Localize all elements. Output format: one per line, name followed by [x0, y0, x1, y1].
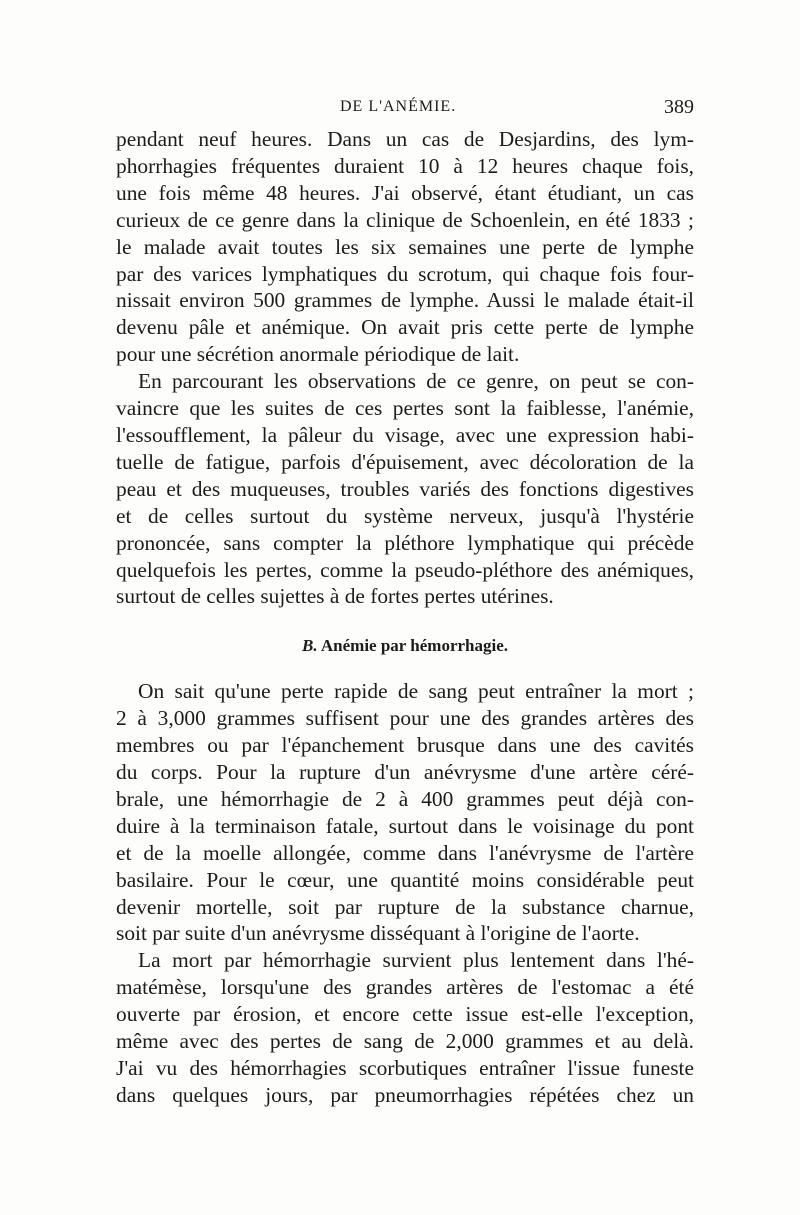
- text-line: quelquefois les pertes, comme la pseudo-pléthore des anémiques,: [116, 557, 694, 582]
- text-line: matémèse, lorsqu'une des grandes artères de l'estomac a été: [116, 975, 694, 1000]
- text-line: par des varices lymphatiques du scrotum, qui chaque fois four-: [116, 261, 694, 286]
- text-line: phorrhagies fréquentes duraient 10 à 12 heures chaque fois,: [116, 153, 694, 178]
- text-line: peau et des muqueuses, troubles variés des fonctions digestives: [116, 476, 694, 501]
- text-line: curieux de ce genre dans la clinique de Schoenlein, en été 1833 ;: [116, 207, 694, 232]
- text-line: devenu pâle et anémique. On avait pris cette perte de lymphe: [116, 315, 694, 340]
- text-line: vaincre que les suites de ces pertes sont la faiblesse, l'anémie,: [116, 396, 694, 421]
- text-line: nissait environ 500 grammes de lymphe. Aussi le malade était-il: [116, 288, 694, 313]
- running-title: DE L'ANÉMIE.: [340, 98, 457, 115]
- text-line: On sait qu'une perte rapide de sang peut entraîner la mort ;: [138, 679, 694, 704]
- book-page: [116, 96, 694, 1109]
- section-letter: B.: [301, 636, 318, 656]
- text-line: devenir mortelle, soit par rupture de la substance charnue,: [116, 894, 694, 919]
- text-line: dans quelques jours, par pneumorrhagies répétées chez un: [116, 1082, 694, 1107]
- section-heading: [116, 636, 694, 656]
- text-line: tuelle de fatigue, parfois d'épuisement, avec décoloration de la: [116, 449, 694, 474]
- text-line: 2 à 3,000 grammes suffisent pour une des grandes artères des: [116, 706, 694, 731]
- paragraph-continued: [116, 126, 694, 368]
- text-line: du corps. Pour la rupture d'un anévrysme d'une artère céré-: [116, 760, 694, 785]
- page-number: 389: [664, 96, 694, 118]
- paragraph-slow-death: [116, 947, 694, 1108]
- text-line: surtout de celles sujettes à de fortes pertes utérines.: [116, 584, 554, 609]
- text-line: pendant neuf heures. Dans un cas de Desjardins, des lym-: [116, 127, 694, 151]
- text-line: J'ai vu des hémorrhagies scorbutiques entraîner l'issue funeste: [116, 1056, 694, 1080]
- paragraph-observations: [116, 368, 694, 610]
- text-line: La mort par hémorrhagie survient plus lentement dans l'hé-: [138, 948, 694, 973]
- text-line: prononcée, sans compter la pléthore lymphatique qui précède: [116, 530, 694, 555]
- section-title: Anémie par hémorrhagie.: [320, 636, 509, 656]
- body-text: [116, 126, 694, 1109]
- text-line: même avec des pertes de sang de 2,000 grammes et au delà.: [116, 1029, 694, 1054]
- text-line: basilaire. Pour le cœur, une quantité moins considérable peut: [116, 867, 694, 892]
- text-line: brale, une hémorrhagie de 2 à 400 grammes peut déjà con-: [116, 786, 694, 811]
- text-line: pour une sécrétion anormale périodique de lait.: [116, 342, 520, 367]
- text-line: ouverte par érosion, et encore cette issue est-elle l'exception,: [116, 1002, 694, 1027]
- text-line: le malade avait toutes les six semaines une perte de lymphe: [116, 234, 694, 259]
- text-line: l'essoufflement, la pâleur du visage, avec une expression habi-: [116, 422, 694, 447]
- text-line: et de celles surtout du système nerveux, jusqu'à l'hystérie: [116, 503, 694, 528]
- text-line: duire à la terminaison fatale, surtout dans le voisinage du pont: [116, 813, 694, 838]
- text-line: soit par suite d'un anévrysme disséquant à l'origine de l'aorte.: [116, 921, 640, 946]
- text-line: membres ou par l'épanchement brusque dans une des cavités: [116, 733, 694, 758]
- text-line: En parcourant les observations de ce genre, on peut se con-: [138, 369, 694, 394]
- running-head: [116, 96, 694, 122]
- text-line: et de la moelle allongée, comme dans l'anévrysme de l'artère: [116, 840, 694, 865]
- paragraph-rapid-loss: [116, 678, 694, 947]
- text-line: une fois même 48 heures. J'ai observé, étant étudiant, un cas: [116, 180, 694, 205]
